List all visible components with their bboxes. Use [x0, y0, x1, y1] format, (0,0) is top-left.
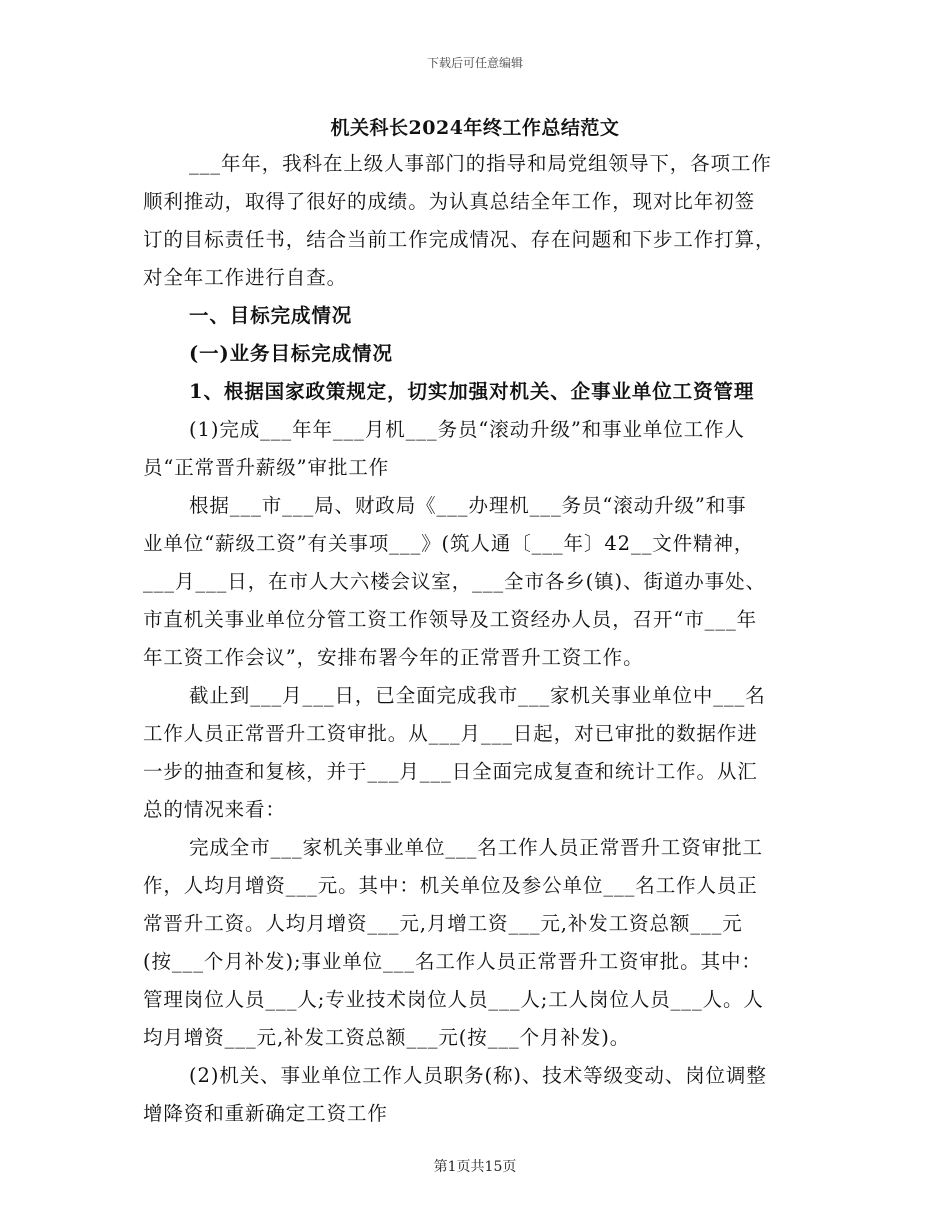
paragraph-line: 员“正常晋升薪级”审批工作	[143, 456, 390, 479]
paragraph-line: 顺利推动，取得了很好的成绩。为认真总结全年工作，现对比年初签	[143, 190, 756, 213]
paragraph-line: 截止到___月___日，已全面完成我市___家机关事业单位中___名	[189, 684, 766, 707]
paragraph-line: 工作人员正常晋升工资审批。从___月___日起，对已审批的数据作进	[143, 722, 758, 745]
paragraph-line: 常晋升工资。人均月增资___元,月增工资___元,补发工资总额___元	[143, 912, 743, 935]
paragraph-line: 年工资工作会议”，安排布署今年的正常晋升工资工作。	[143, 646, 644, 669]
paragraph-line: 作，人均月增资___元。其中：机关单位及参公单位___名工作人员正	[143, 874, 758, 897]
paragraph-line: 增降资和重新确定工资工作	[143, 1102, 388, 1125]
paragraph-line: 一步的抽查和复核，并于___月___日全面完成复查和统计工作。从汇	[143, 760, 758, 783]
paragraph-line: ___年年，我科在上级人事部门的指导和局党组领导下，各项工作	[189, 152, 772, 175]
document-body	[143, 145, 808, 1133]
paragraph-line: (2)机关、事业单位工作人员职务(称)、技术等级变动、岗位调整	[189, 1064, 767, 1087]
paragraph-line: 对全年工作进行自查。	[143, 266, 348, 289]
paragraph-line: (按___个月补发);事业单位___名工作人员正常晋升工资审批。其中：	[143, 950, 762, 973]
paragraph-line: 市直机关事业单位分管工资工作领导及工资经办人员，召开“市___年	[143, 608, 758, 631]
paragraph-line: 业单位“薪级工资”有关事项___》(筑人通〔___年〕42__文件精神，	[143, 532, 755, 555]
section-heading: 一、目标完成情况	[189, 304, 353, 327]
document-title: 机关科长2024年终工作总结范文	[330, 117, 620, 139]
paragraph-line: 总的情况来看：	[143, 798, 286, 821]
paragraph-line: 管理岗位人员___人;专业技术岗位人员___人;工人岗位人员___人。人	[143, 988, 764, 1011]
subsection-heading: (一)业务目标完成情况	[189, 342, 393, 365]
paragraph-line: ___月___日，在市人大六楼会议室，___全市各乡(镇)、街道办事处、	[143, 570, 766, 593]
paragraph-line: 订的目标责任书，结合当前工作完成情况、存在问题和下步工作打算，	[143, 228, 776, 251]
page-header: 下载后可任意编辑	[426, 56, 523, 70]
paragraph-line: 完成全市___家机关事业单位___名工作人员正常晋升工资审批工	[189, 836, 763, 859]
paragraph-line: (1)完成___年年___月机___务员“滚动升级”和事业单位工作人	[189, 418, 745, 441]
page-footer: 第1页共15页	[433, 1159, 517, 1175]
paragraph-line: 根据___市___局、财政局《___办理机___务员“滚动升级”和事	[189, 494, 747, 517]
item-heading: 1、根据国家政策规定，切实加强对机关、企事业单位工资管理	[189, 380, 755, 403]
paragraph-line: 均月增资___元,补发工资总额___元(按___个月补发)。	[143, 1026, 631, 1049]
